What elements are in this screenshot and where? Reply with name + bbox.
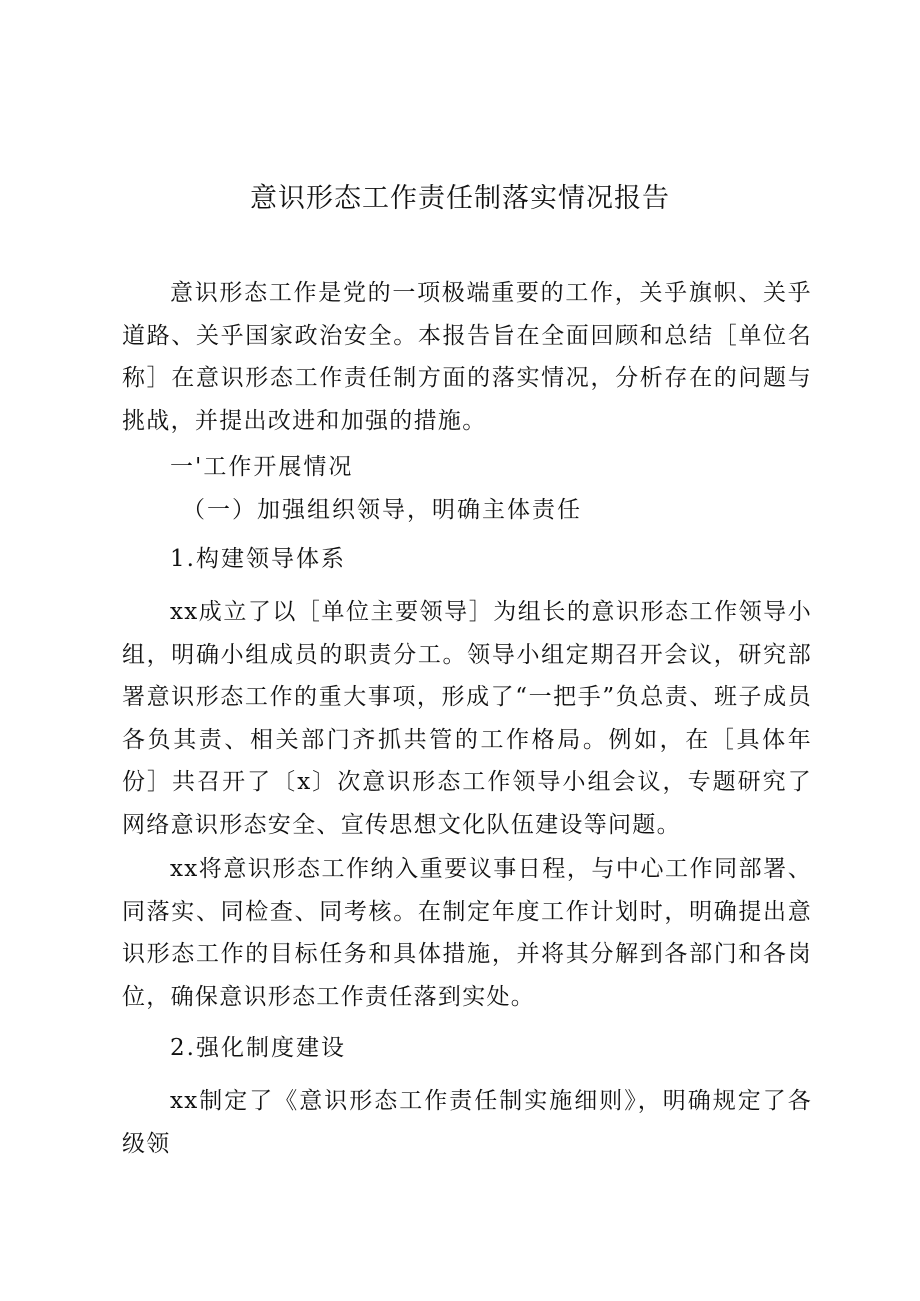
item-heading-2: 2.强化制度建设 — [170, 1035, 346, 1061]
item-heading-1: 1.构建领导体系 — [170, 546, 346, 572]
paragraph-agenda: xx将意识形态工作纳入重要议事日程，与中心工作同部署、同落实、同检查、同考核。在制定年度工作计划时，明确提出意识形态工作的目标任务和具体措施，并将其分解到各部门和各岗位，确保意识形态工作责任落到实处。 — [122, 856, 812, 1010]
paragraph-leadership-group: xx成立了以［单位主要领导］为组长的意识形态工作领导小组，明确小组成员的职责分工。领导小组定期召开会议，研究部署意识形态工作的重大事项，形成了“一把手”负总责、班子成员各负其责、相关部门齐抓共管的工作格局。例如，在［具体年份］共召开了〔x〕次意识形态工作领导小组会议，专题研究了网络意识形态安全、宣传思想文化队伍建设等问题。 — [122, 599, 812, 838]
intro-paragraph: 意识形态工作是党的一项极端重要的工作，关乎旗帜、关乎道路、关乎国家政治安全。本报告旨在全面回顾和总结［单位名称］在意识形态工作责任制方面的落实情况，分析存在的问题与挑战，并提出改进和加强的措施。 — [122, 280, 812, 434]
subsection-heading: （一）加强组织领导，明确主体责任 — [182, 497, 582, 523]
section-heading: 一'工作开展情况 — [170, 454, 354, 480]
document-title: 意识形态工作责任制落实情况报告 — [250, 183, 670, 214]
paragraph-rules: xx制定了《意识形态工作责任制实施细则》，明确规定了各级领 — [122, 1088, 812, 1157]
